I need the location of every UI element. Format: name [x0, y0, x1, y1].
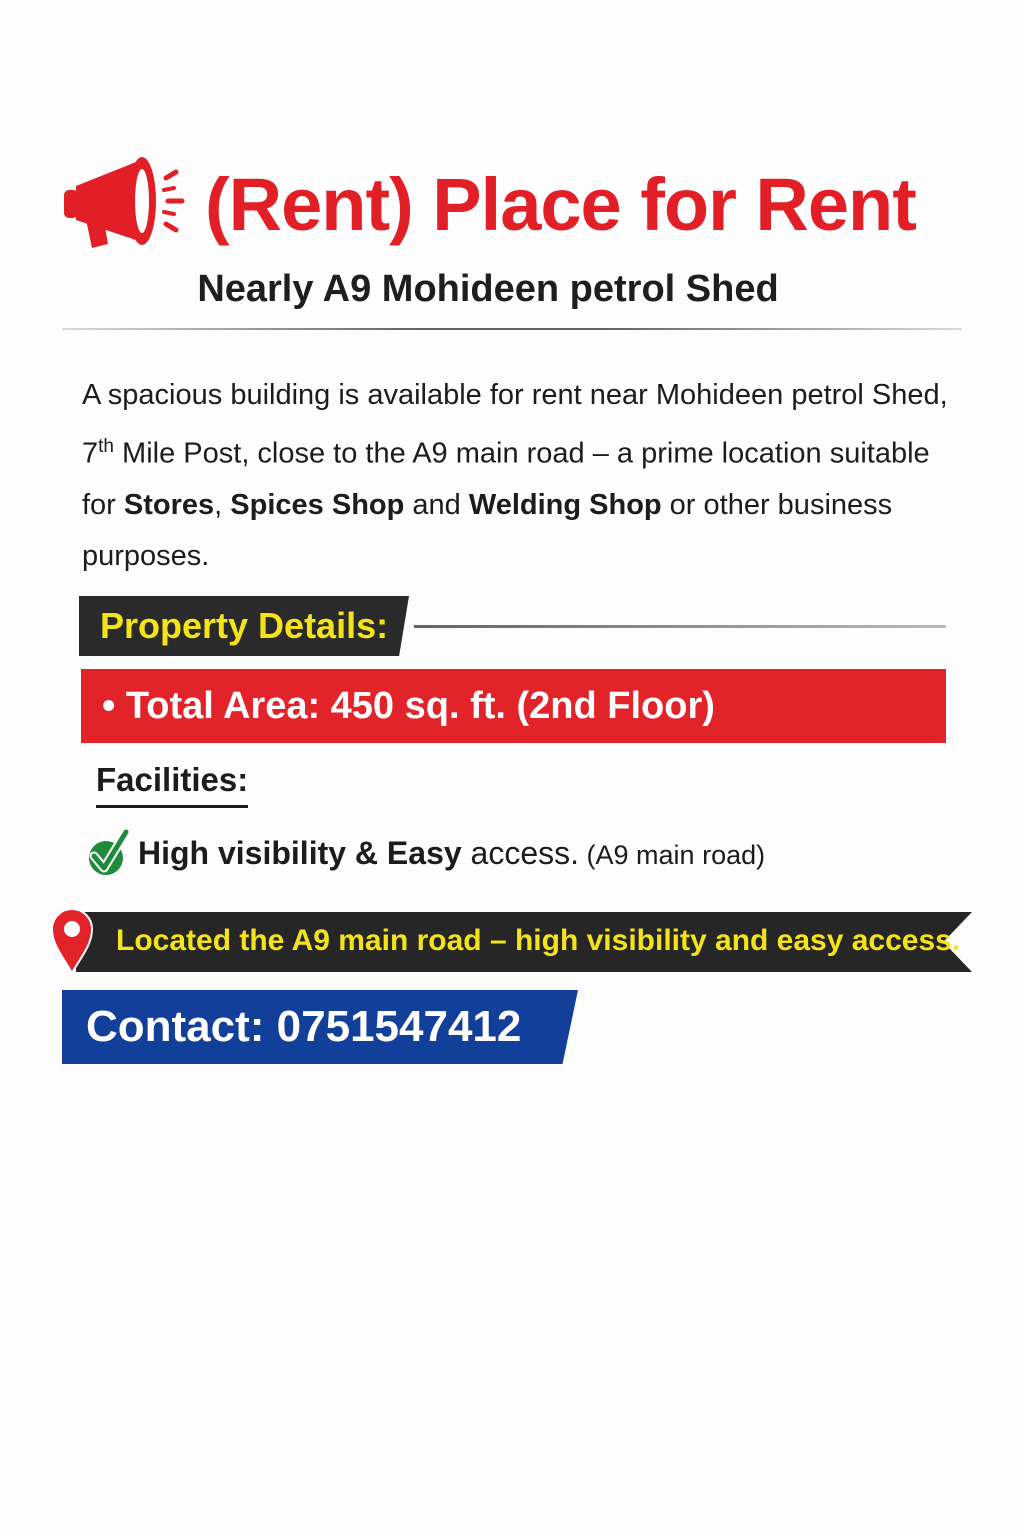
divider	[414, 625, 946, 628]
use-spices-shop: Spices Shop	[230, 488, 405, 521]
location-text: Located the A9 main road – high visibility and easy access.	[116, 924, 961, 957]
description-text: or other business purposes.	[82, 488, 893, 572]
separator: ,	[214, 488, 231, 521]
facility-item	[138, 830, 765, 878]
page-subtitle: Nearly A9 Mohideen petrol Shed	[197, 268, 779, 310]
ordinal-suffix: th	[98, 436, 114, 457]
facility-item-strong: High visibility & Easy	[138, 835, 462, 871]
divider	[62, 328, 962, 330]
page-title: (Rent) Place for Rent	[205, 163, 916, 246]
total-area-text: • Total Area: 450 sq. ft. (2nd Floor)	[102, 685, 715, 727]
facility-item-rest: access.	[461, 835, 580, 871]
contact-phone[interactable]: Contact: 0751547412	[86, 1002, 522, 1051]
map-pin-icon	[49, 905, 95, 975]
description-text: A spacious building is available for rent near Mohideen petrol Shed, 7	[82, 379, 948, 470]
facilities-heading: Facilities:	[96, 757, 248, 808]
megaphone-icon	[62, 148, 197, 253]
separator: and	[404, 488, 469, 521]
check-icon	[86, 826, 130, 878]
facility-item-note: (A9 main road)	[579, 840, 766, 870]
property-details-heading: Property Details:	[100, 605, 389, 646]
use-welding-shop: Welding Shop	[468, 488, 662, 521]
description-text: Mile Post, close to the A9 main road – a prime location suitable for	[82, 437, 930, 521]
description-paragraph	[82, 370, 952, 582]
use-stores: Stores	[123, 488, 215, 521]
